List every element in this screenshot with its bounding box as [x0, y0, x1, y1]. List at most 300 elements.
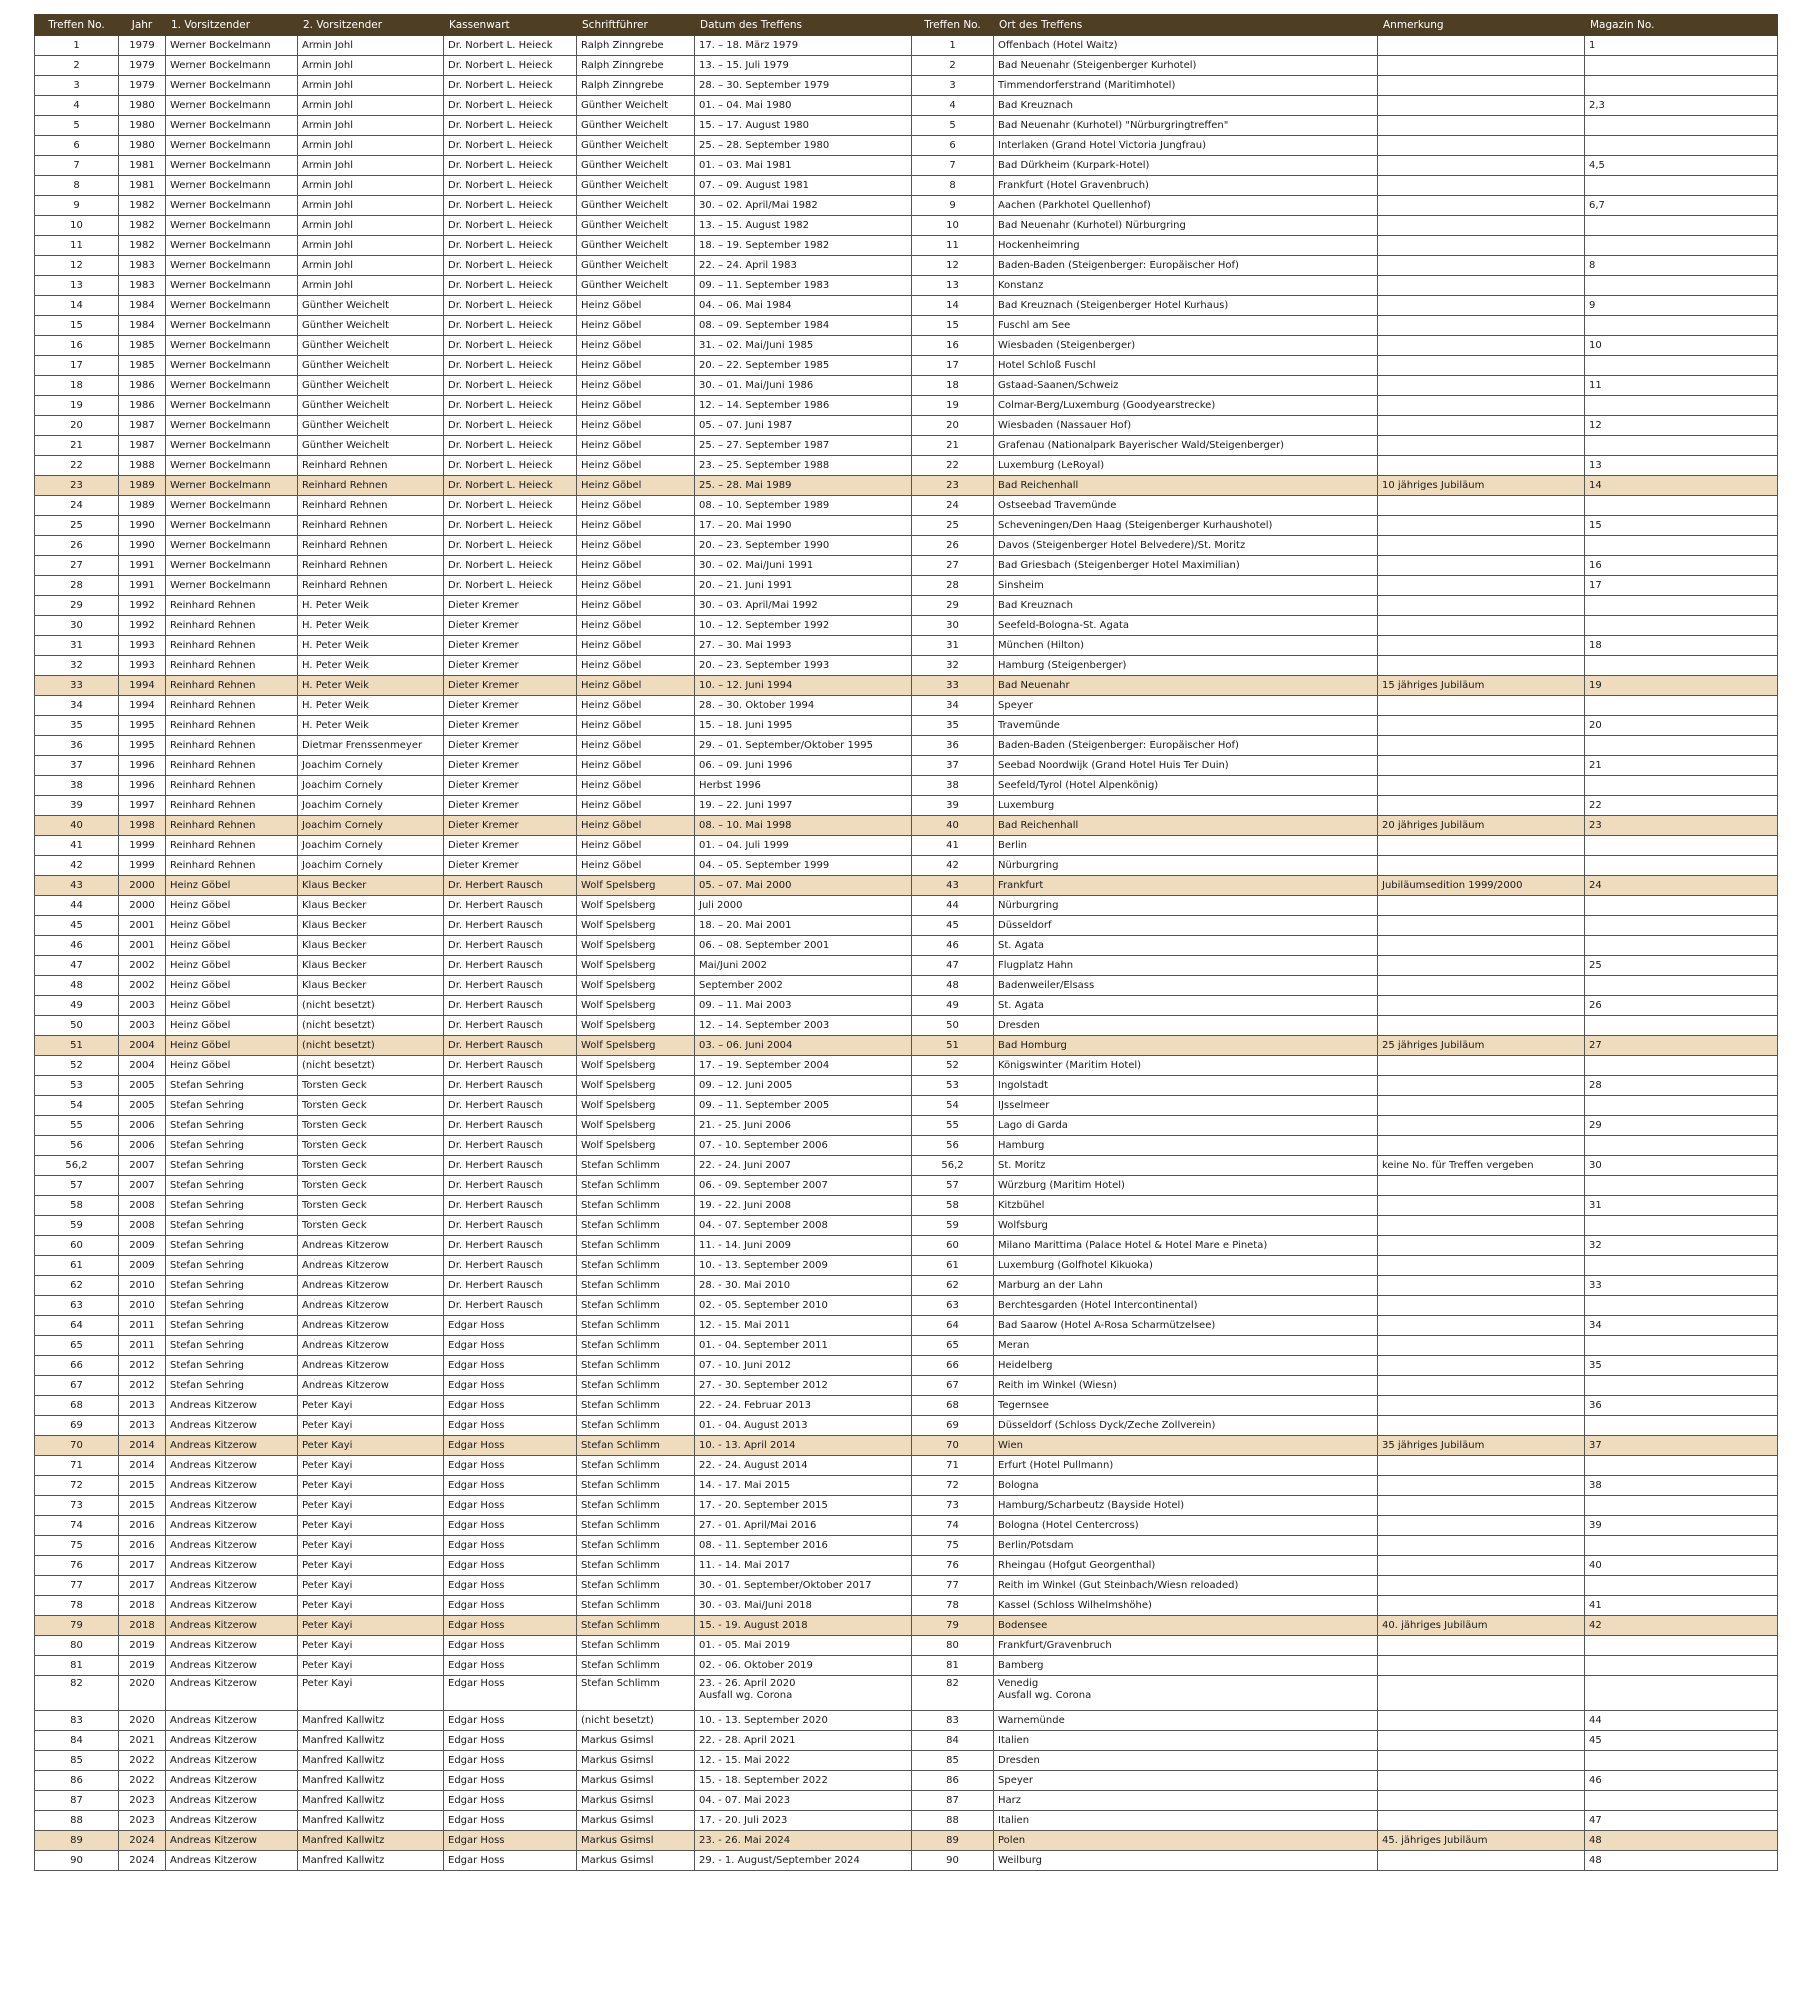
cell-jahr: 1991: [119, 556, 166, 576]
cell-treffen-no-2: 54: [912, 1096, 994, 1116]
cell-magazin-no: 21: [1585, 756, 1778, 776]
cell-treffen-no: 5: [35, 116, 119, 136]
cell-jahr: 2019: [119, 1636, 166, 1656]
cell-magazin-no: 35: [1585, 1356, 1778, 1376]
cell-2-vorsitzender: Armin Johl: [298, 176, 444, 196]
cell-schriftfuehrer: Heinz Göbel: [577, 296, 695, 316]
cell-schriftfuehrer: Markus Gsimsl: [577, 1771, 695, 1791]
cell-2-vorsitzender: Peter Kayi: [298, 1656, 444, 1676]
cell-ort: Bamberg: [994, 1656, 1378, 1676]
meetings-table: [34, 14, 1778, 1871]
cell-2-vorsitzender: Armin Johl: [298, 156, 444, 176]
cell-anmerkung: [1378, 636, 1585, 656]
cell-ort: Bad Homburg: [994, 1036, 1378, 1056]
cell-schriftfuehrer: Heinz Göbel: [577, 516, 695, 536]
cell-treffen-no: 1: [35, 36, 119, 56]
cell-kassenwart: Edgar Hoss: [444, 1791, 577, 1811]
cell-ort: St. Agata: [994, 936, 1378, 956]
table-row: [35, 1656, 1778, 1676]
cell-schriftfuehrer: Günther Weichelt: [577, 196, 695, 216]
cell-treffen-no-2: 46: [912, 936, 994, 956]
cell-magazin-no: 36: [1585, 1396, 1778, 1416]
cell-ort: Aachen (Parkhotel Quellenhof): [994, 196, 1378, 216]
cell-kassenwart: Edgar Hoss: [444, 1811, 577, 1831]
cell-jahr: 1980: [119, 116, 166, 136]
cell-2-vorsitzender: Peter Kayi: [298, 1456, 444, 1476]
col-header-jahr: Jahr: [119, 15, 166, 36]
cell-ort: Colmar-Berg/Luxemburg (Goodyearstrecke): [994, 396, 1378, 416]
cell-anmerkung: [1378, 696, 1585, 716]
cell-ort: Dresden: [994, 1016, 1378, 1036]
cell-2-vorsitzender: H. Peter Weik: [298, 596, 444, 616]
cell-magazin-no: [1585, 856, 1778, 876]
cell-jahr: 1981: [119, 176, 166, 196]
cell-datum: 21. - 25. Juni 2006: [695, 1116, 912, 1136]
cell-treffen-no: 15: [35, 316, 119, 336]
cell-1-vorsitzender: Reinhard Rehnen: [166, 636, 298, 656]
cell-treffen-no: 23: [35, 476, 119, 496]
cell-jahr: 1987: [119, 416, 166, 436]
cell-kassenwart: Dieter Kremer: [444, 856, 577, 876]
cell-ort: Bad Kreuznach (Steigenberger Hotel Kurhaus): [994, 296, 1378, 316]
cell-schriftfuehrer: Stefan Schlimm: [577, 1676, 695, 1711]
cell-1-vorsitzender: Stefan Sehring: [166, 1216, 298, 1236]
cell-treffen-no: 54: [35, 1096, 119, 1116]
table-row: [35, 316, 1778, 336]
cell-schriftfuehrer: Günther Weichelt: [577, 276, 695, 296]
cell-treffen-no: 59: [35, 1216, 119, 1236]
cell-kassenwart: Dr. Norbert L. Heieck: [444, 556, 577, 576]
cell-2-vorsitzender: Andreas Kitzerow: [298, 1276, 444, 1296]
table-row: [35, 1396, 1778, 1416]
cell-magazin-no: 31: [1585, 1196, 1778, 1216]
cell-2-vorsitzender: Günther Weichelt: [298, 376, 444, 396]
cell-2-vorsitzender: H. Peter Weik: [298, 716, 444, 736]
cell-treffen-no: 44: [35, 896, 119, 916]
cell-treffen-no: 56: [35, 1136, 119, 1156]
cell-treffen-no: 81: [35, 1656, 119, 1676]
cell-1-vorsitzender: Heinz Göbel: [166, 976, 298, 996]
cell-treffen-no: 4: [35, 96, 119, 116]
cell-magazin-no: [1585, 496, 1778, 516]
cell-kassenwart: Edgar Hoss: [444, 1416, 577, 1436]
cell-2-vorsitzender: Torsten Geck: [298, 1116, 444, 1136]
cell-2-vorsitzender: Günther Weichelt: [298, 296, 444, 316]
cell-schriftfuehrer: Günther Weichelt: [577, 116, 695, 136]
cell-magazin-no: [1585, 1456, 1778, 1476]
cell-treffen-no: 71: [35, 1456, 119, 1476]
cell-schriftfuehrer: Stefan Schlimm: [577, 1396, 695, 1416]
cell-treffen-no: 9: [35, 196, 119, 216]
cell-datum: 01. – 04. Mai 1980: [695, 96, 912, 116]
table-row: [35, 536, 1778, 556]
cell-anmerkung: [1378, 776, 1585, 796]
cell-kassenwart: Edgar Hoss: [444, 1576, 577, 1596]
cell-schriftfuehrer: Wolf Spelsberg: [577, 916, 695, 936]
cell-magazin-no: 23: [1585, 816, 1778, 836]
cell-1-vorsitzender: Andreas Kitzerow: [166, 1711, 298, 1731]
cell-ort: Reith im Winkel (Gut Steinbach/Wiesn reloaded): [994, 1576, 1378, 1596]
cell-treffen-no: 40: [35, 816, 119, 836]
cell-kassenwart: Edgar Hoss: [444, 1536, 577, 1556]
cell-magazin-no: 40: [1585, 1556, 1778, 1576]
cell-2-vorsitzender: Armin Johl: [298, 76, 444, 96]
table-body: [35, 36, 1778, 1871]
cell-treffen-no-2: 45: [912, 916, 994, 936]
cell-datum: 22. - 24. Februar 2013: [695, 1396, 912, 1416]
cell-treffen-no: 47: [35, 956, 119, 976]
table-row: [35, 1476, 1778, 1496]
cell-treffen-no: 24: [35, 496, 119, 516]
cell-2-vorsitzender: Armin Johl: [298, 256, 444, 276]
cell-2-vorsitzender: Manfred Kallwitz: [298, 1811, 444, 1831]
cell-magazin-no: 12: [1585, 416, 1778, 436]
cell-jahr: 1995: [119, 736, 166, 756]
cell-kassenwart: Dr. Herbert Rausch: [444, 1196, 577, 1216]
cell-magazin-no: [1585, 1496, 1778, 1516]
cell-kassenwart: Dr. Herbert Rausch: [444, 1116, 577, 1136]
cell-datum: 17. – 20. Mai 1990: [695, 516, 912, 536]
cell-kassenwart: Dr. Herbert Rausch: [444, 1056, 577, 1076]
cell-2-vorsitzender: Torsten Geck: [298, 1096, 444, 1116]
cell-kassenwart: Dieter Kremer: [444, 816, 577, 836]
cell-magazin-no: 16: [1585, 556, 1778, 576]
cell-treffen-no-2: 20: [912, 416, 994, 436]
table-row: [35, 636, 1778, 656]
cell-jahr: 1991: [119, 576, 166, 596]
cell-1-vorsitzender: Stefan Sehring: [166, 1256, 298, 1276]
cell-1-vorsitzender: Werner Bockelmann: [166, 416, 298, 436]
cell-kassenwart: Dr. Herbert Rausch: [444, 876, 577, 896]
cell-2-vorsitzender: Andreas Kitzerow: [298, 1336, 444, 1356]
cell-1-vorsitzender: Stefan Sehring: [166, 1296, 298, 1316]
cell-datum: 30. – 01. Mai/Juni 1986: [695, 376, 912, 396]
cell-treffen-no: 70: [35, 1436, 119, 1456]
cell-2-vorsitzender: Klaus Becker: [298, 956, 444, 976]
cell-magazin-no: 6,7: [1585, 196, 1778, 216]
table-row: [35, 1256, 1778, 1276]
cell-2-vorsitzender: Peter Kayi: [298, 1676, 444, 1711]
cell-jahr: 2011: [119, 1336, 166, 1356]
cell-magazin-no: 15: [1585, 516, 1778, 536]
cell-schriftfuehrer: Heinz Göbel: [577, 616, 695, 636]
cell-2-vorsitzender: Manfred Kallwitz: [298, 1791, 444, 1811]
cell-anmerkung: [1378, 1256, 1585, 1276]
table-row: [35, 1136, 1778, 1156]
table-row: [35, 296, 1778, 316]
cell-anmerkung: Jubiläumsedition 1999/2000: [1378, 876, 1585, 896]
cell-treffen-no-2: 32: [912, 656, 994, 676]
cell-treffen-no: 42: [35, 856, 119, 876]
cell-datum: Herbst 1996: [695, 776, 912, 796]
cell-datum: 30. – 02. April/Mai 1982: [695, 196, 912, 216]
cell-1-vorsitzender: Andreas Kitzerow: [166, 1656, 298, 1676]
cell-schriftfuehrer: Heinz Göbel: [577, 456, 695, 476]
cell-ort: München (Hilton): [994, 636, 1378, 656]
cell-treffen-no: 65: [35, 1336, 119, 1356]
table-row: [35, 1116, 1778, 1136]
cell-ort: Bad Griesbach (Steigenberger Hotel Maximilian): [994, 556, 1378, 576]
cell-2-vorsitzender: (nicht besetzt): [298, 1036, 444, 1056]
cell-magazin-no: [1585, 696, 1778, 716]
cell-magazin-no: 29: [1585, 1116, 1778, 1136]
cell-magazin-no: 32: [1585, 1236, 1778, 1256]
table-row: [35, 1376, 1778, 1396]
cell-ort: Heidelberg: [994, 1356, 1378, 1376]
cell-schriftfuehrer: Markus Gsimsl: [577, 1851, 695, 1871]
cell-ort: Berlin: [994, 836, 1378, 856]
cell-treffen-no-2: 44: [912, 896, 994, 916]
cell-ort: Rheingau (Hofgut Georgenthal): [994, 1556, 1378, 1576]
cell-1-vorsitzender: Andreas Kitzerow: [166, 1536, 298, 1556]
cell-datum: 19. – 22. Juni 1997: [695, 796, 912, 816]
cell-datum: 07. - 10. September 2006: [695, 1136, 912, 1156]
cell-treffen-no-2: 63: [912, 1296, 994, 1316]
cell-anmerkung: [1378, 1536, 1585, 1556]
cell-datum: 13. – 15. Juli 1979: [695, 56, 912, 76]
cell-magazin-no: [1585, 396, 1778, 416]
cell-schriftfuehrer: Heinz Göbel: [577, 716, 695, 736]
cell-treffen-no: 6: [35, 136, 119, 156]
cell-treffen-no-2: 43: [912, 876, 994, 896]
cell-1-vorsitzender: Werner Bockelmann: [166, 276, 298, 296]
cell-ort: Harz: [994, 1791, 1378, 1811]
cell-magazin-no: [1585, 356, 1778, 376]
cell-treffen-no-2: 76: [912, 1556, 994, 1576]
cell-1-vorsitzender: Reinhard Rehnen: [166, 816, 298, 836]
cell-treffen-no-2: 75: [912, 1536, 994, 1556]
cell-treffen-no: 64: [35, 1316, 119, 1336]
cell-magazin-no: [1585, 316, 1778, 336]
cell-2-vorsitzender: Torsten Geck: [298, 1216, 444, 1236]
cell-treffen-no-2: 25: [912, 516, 994, 536]
cell-schriftfuehrer: Stefan Schlimm: [577, 1496, 695, 1516]
cell-treffen-no: 80: [35, 1636, 119, 1656]
cell-datum: 02. - 05. September 2010: [695, 1296, 912, 1316]
cell-jahr: 2015: [119, 1496, 166, 1516]
cell-kassenwart: Dr. Norbert L. Heieck: [444, 76, 577, 96]
cell-schriftfuehrer: Markus Gsimsl: [577, 1791, 695, 1811]
cell-datum: 08. - 11. September 2016: [695, 1536, 912, 1556]
cell-datum: 07. – 09. August 1981: [695, 176, 912, 196]
cell-1-vorsitzender: Andreas Kitzerow: [166, 1851, 298, 1871]
cell-2-vorsitzender: Andreas Kitzerow: [298, 1256, 444, 1276]
cell-datum: 22. - 24. Juni 2007: [695, 1156, 912, 1176]
cell-datum: 13. – 15. August 1982: [695, 216, 912, 236]
cell-datum: 30. - 03. Mai/Juni 2018: [695, 1596, 912, 1616]
cell-schriftfuehrer: Stefan Schlimm: [577, 1196, 695, 1216]
cell-treffen-no: 82: [35, 1676, 119, 1711]
cell-treffen-no-2: 49: [912, 996, 994, 1016]
cell-kassenwart: Dr. Herbert Rausch: [444, 1016, 577, 1036]
cell-kassenwart: Dr. Herbert Rausch: [444, 996, 577, 1016]
table-row: [35, 656, 1778, 676]
cell-jahr: 2019: [119, 1656, 166, 1676]
cell-jahr: 2003: [119, 996, 166, 1016]
cell-2-vorsitzender: Peter Kayi: [298, 1476, 444, 1496]
cell-1-vorsitzender: Stefan Sehring: [166, 1076, 298, 1096]
cell-ort: Polen: [994, 1831, 1378, 1851]
cell-treffen-no: 62: [35, 1276, 119, 1296]
cell-jahr: 2007: [119, 1176, 166, 1196]
cell-1-vorsitzender: Reinhard Rehnen: [166, 716, 298, 736]
table-row: [35, 336, 1778, 356]
cell-jahr: 1981: [119, 156, 166, 176]
cell-treffen-no-2: 11: [912, 236, 994, 256]
cell-treffen-no: 78: [35, 1596, 119, 1616]
cell-schriftfuehrer: Heinz Göbel: [577, 396, 695, 416]
cell-ort: Bad Neuenahr (Steigenberger Kurhotel): [994, 56, 1378, 76]
cell-treffen-no: 43: [35, 876, 119, 896]
cell-magazin-no: 37: [1585, 1436, 1778, 1456]
cell-jahr: 2001: [119, 936, 166, 956]
cell-jahr: 1985: [119, 356, 166, 376]
cell-datum: 27. - 30. September 2012: [695, 1376, 912, 1396]
cell-magazin-no: [1585, 1676, 1778, 1711]
cell-2-vorsitzender: Reinhard Rehnen: [298, 456, 444, 476]
cell-anmerkung: [1378, 596, 1585, 616]
table-row: [35, 76, 1778, 96]
cell-schriftfuehrer: Stefan Schlimm: [577, 1316, 695, 1336]
cell-magazin-no: 41: [1585, 1596, 1778, 1616]
cell-anmerkung: [1378, 1076, 1585, 1096]
table-row: [35, 896, 1778, 916]
cell-schriftfuehrer: Stefan Schlimm: [577, 1276, 695, 1296]
table-row: [35, 1851, 1778, 1871]
cell-kassenwart: Dr. Herbert Rausch: [444, 1236, 577, 1256]
cell-jahr: 1984: [119, 296, 166, 316]
cell-2-vorsitzender: Joachim Cornely: [298, 836, 444, 856]
cell-jahr: 1986: [119, 376, 166, 396]
cell-anmerkung: [1378, 96, 1585, 116]
cell-ort: Seebad Noordwijk (Grand Hotel Huis Ter Duin): [994, 756, 1378, 776]
cell-datum: 20. – 22. September 1985: [695, 356, 912, 376]
cell-ort: Gstaad-Saanen/Schweiz: [994, 376, 1378, 396]
cell-anmerkung: [1378, 396, 1585, 416]
cell-1-vorsitzender: Andreas Kitzerow: [166, 1731, 298, 1751]
cell-jahr: 1980: [119, 96, 166, 116]
cell-2-vorsitzender: Torsten Geck: [298, 1156, 444, 1176]
cell-treffen-no-2: 6: [912, 136, 994, 156]
cell-1-vorsitzender: Andreas Kitzerow: [166, 1831, 298, 1851]
cell-ort: Luxemburg: [994, 796, 1378, 816]
cell-magazin-no: [1585, 1136, 1778, 1156]
cell-1-vorsitzender: Andreas Kitzerow: [166, 1496, 298, 1516]
cell-kassenwart: Dr. Norbert L. Heieck: [444, 416, 577, 436]
cell-jahr: 2000: [119, 876, 166, 896]
table-row: [35, 236, 1778, 256]
cell-magazin-no: [1585, 776, 1778, 796]
cell-schriftfuehrer: (nicht besetzt): [577, 1711, 695, 1731]
cell-2-vorsitzender: Armin Johl: [298, 196, 444, 216]
cell-treffen-no: 17: [35, 356, 119, 376]
cell-jahr: 2013: [119, 1396, 166, 1416]
cell-jahr: 1993: [119, 636, 166, 656]
cell-kassenwart: Dr. Herbert Rausch: [444, 936, 577, 956]
cell-2-vorsitzender: H. Peter Weik: [298, 636, 444, 656]
cell-2-vorsitzender: Manfred Kallwitz: [298, 1731, 444, 1751]
cell-anmerkung: [1378, 156, 1585, 176]
cell-jahr: 2010: [119, 1296, 166, 1316]
cell-kassenwart: Dr. Norbert L. Heieck: [444, 396, 577, 416]
cell-treffen-no: 66: [35, 1356, 119, 1376]
cell-treffen-no-2: 48: [912, 976, 994, 996]
cell-treffen-no-2: 15: [912, 316, 994, 336]
cell-datum: 01. – 03. Mai 1981: [695, 156, 912, 176]
cell-anmerkung: 25 jähriges Jubiläum: [1378, 1036, 1585, 1056]
cell-kassenwart: Dr. Norbert L. Heieck: [444, 476, 577, 496]
cell-treffen-no: 90: [35, 1851, 119, 1871]
cell-jahr: 1993: [119, 656, 166, 676]
table-row: [35, 696, 1778, 716]
cell-1-vorsitzender: Andreas Kitzerow: [166, 1416, 298, 1436]
cell-magazin-no: [1585, 176, 1778, 196]
cell-magazin-no: [1585, 1016, 1778, 1036]
cell-2-vorsitzender: Peter Kayi: [298, 1536, 444, 1556]
cell-treffen-no: 72: [35, 1476, 119, 1496]
cell-anmerkung: [1378, 1096, 1585, 1116]
cell-treffen-no-2: 65: [912, 1336, 994, 1356]
cell-treffen-no-2: 81: [912, 1656, 994, 1676]
cell-1-vorsitzender: Andreas Kitzerow: [166, 1771, 298, 1791]
cell-kassenwart: Edgar Hoss: [444, 1771, 577, 1791]
cell-ort: Weilburg: [994, 1851, 1378, 1871]
cell-magazin-no: 8: [1585, 256, 1778, 276]
cell-treffen-no-2: 84: [912, 1731, 994, 1751]
cell-ort: Bad Neuenahr: [994, 676, 1378, 696]
cell-treffen-no-2: 2: [912, 56, 994, 76]
cell-schriftfuehrer: Heinz Göbel: [577, 656, 695, 676]
cell-treffen-no-2: 41: [912, 836, 994, 856]
cell-anmerkung: [1378, 1176, 1585, 1196]
cell-ort: Bad Kreuznach: [994, 96, 1378, 116]
cell-treffen-no-2: 4: [912, 96, 994, 116]
cell-jahr: 1989: [119, 476, 166, 496]
cell-1-vorsitzender: Stefan Sehring: [166, 1196, 298, 1216]
cell-datum: 25. – 28. Mai 1989: [695, 476, 912, 496]
cell-jahr: 2012: [119, 1376, 166, 1396]
cell-datum: 15. - 19. August 2018: [695, 1616, 912, 1636]
cell-kassenwart: Dr. Norbert L. Heieck: [444, 156, 577, 176]
cell-2-vorsitzender: H. Peter Weik: [298, 656, 444, 676]
cell-ort: Hamburg: [994, 1136, 1378, 1156]
cell-kassenwart: Dr. Norbert L. Heieck: [444, 196, 577, 216]
cell-magazin-no: 42: [1585, 1616, 1778, 1636]
cell-schriftfuehrer: Wolf Spelsberg: [577, 1056, 695, 1076]
cell-2-vorsitzender: Armin Johl: [298, 36, 444, 56]
cell-datum: 17. – 19. September 2004: [695, 1056, 912, 1076]
cell-1-vorsitzender: Werner Bockelmann: [166, 376, 298, 396]
table-row: [35, 56, 1778, 76]
cell-ort: Berchtesgarden (Hotel Intercontinental): [994, 1296, 1378, 1316]
cell-anmerkung: [1378, 256, 1585, 276]
cell-2-vorsitzender: Peter Kayi: [298, 1496, 444, 1516]
cell-treffen-no-2: 61: [912, 1256, 994, 1276]
table-row: [35, 1516, 1778, 1536]
cell-1-vorsitzender: Werner Bockelmann: [166, 96, 298, 116]
cell-1-vorsitzender: Heinz Göbel: [166, 896, 298, 916]
cell-treffen-no-2: 37: [912, 756, 994, 776]
cell-1-vorsitzender: Heinz Göbel: [166, 936, 298, 956]
table-row: [35, 1596, 1778, 1616]
cell-ort: Konstanz: [994, 276, 1378, 296]
table-row: [35, 676, 1778, 696]
cell-ort: Sinsheim: [994, 576, 1378, 596]
cell-magazin-no: [1585, 1536, 1778, 1556]
cell-datum: 19. - 22. Juni 2008: [695, 1196, 912, 1216]
cell-1-vorsitzender: Reinhard Rehnen: [166, 616, 298, 636]
cell-magazin-no: [1585, 736, 1778, 756]
